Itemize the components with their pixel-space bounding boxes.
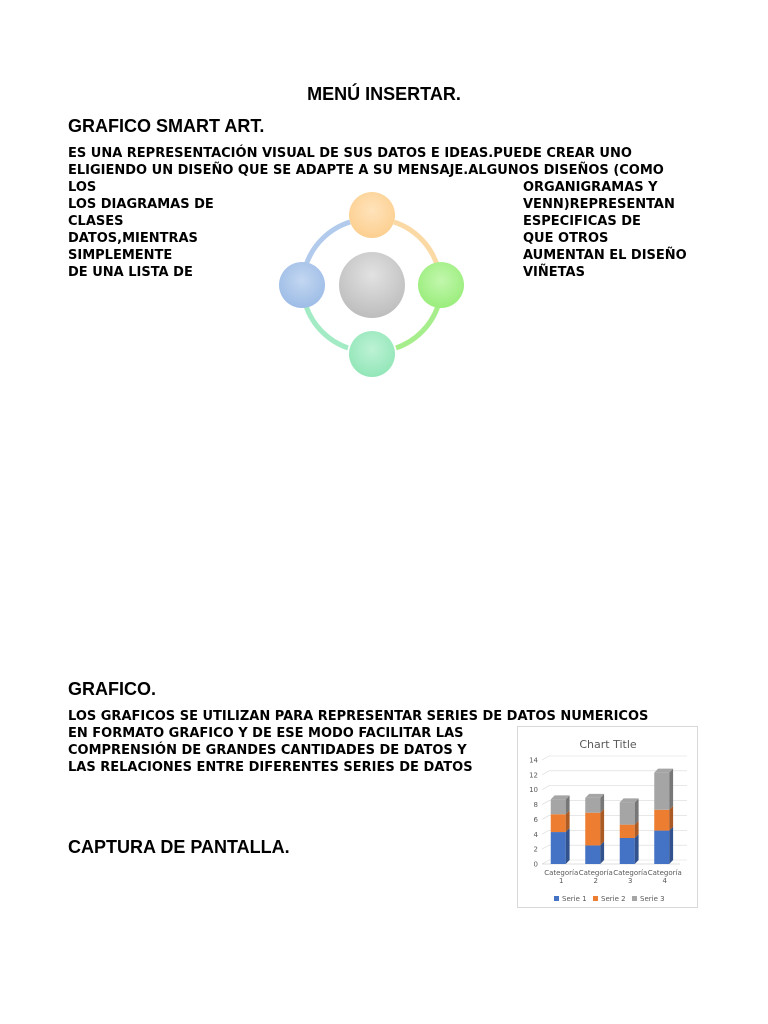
text-line: LAS RELACIONES ENTRE DIFERENTES SERIES DE DATOS: [68, 760, 473, 775]
text-line: ES UNA REPRESENTACIÓN VISUAL DE SUS DATOS E IDEAS.PUEDE CREAR UNO: [68, 146, 632, 161]
bar-segment-side: [635, 798, 639, 824]
text-line: ELIGIENDO UN DISEÑO QUE SE ADAPTE A SU MENSAJE.ALGUNOS DISEÑOS (COMO: [68, 163, 664, 178]
bar-segment-side: [566, 828, 570, 864]
legend-label: Serie 3: [640, 895, 665, 903]
x-tick-label: 2: [593, 877, 598, 885]
text-line: LOS: [68, 180, 97, 195]
legend-label: Serie 2: [601, 895, 626, 903]
bar-segment: [620, 802, 635, 824]
chart-title: Chart Title: [579, 738, 637, 751]
cycle-node-center[interactable]: [339, 252, 405, 318]
bar-segment: [585, 798, 600, 813]
cycle-arc: [306, 306, 348, 348]
bar-segment-side: [600, 809, 604, 846]
cycle-node-bottom[interactable]: [349, 331, 395, 377]
smartart-right-column: [523, 179, 687, 281]
text-line: SIMPLEMENTE: [68, 248, 173, 263]
legend-swatch: [593, 896, 598, 901]
bar-segment: [585, 813, 600, 846]
stacked-bar-chart: [518, 727, 697, 907]
text-line: EN FORMATO GRAFICO Y DE ESE MODO FACILITAR LAS: [68, 726, 464, 741]
cycle-node-top[interactable]: [349, 192, 395, 238]
text-line: LOS DIAGRAMAS DE: [68, 197, 214, 212]
bar-segment: [654, 831, 669, 864]
bar-segment: [551, 814, 566, 832]
cycle-arc: [396, 306, 438, 348]
gridline: [542, 756, 687, 760]
chart-frame[interactable]: [517, 726, 698, 908]
smartart-intro-paragraph: [68, 145, 664, 179]
text-line: QUE OTROS: [523, 231, 609, 246]
y-tick-label: 12: [529, 771, 538, 780]
bar-segment-side: [635, 834, 639, 864]
x-tick-label: 3: [628, 877, 633, 885]
y-tick-label: 4: [533, 830, 538, 839]
x-tick-label: Categoría: [578, 869, 613, 877]
bar-segment-side: [669, 827, 673, 864]
bar-segment: [654, 810, 669, 831]
smartart-heading: GRAFICO SMART ART.: [68, 116, 265, 136]
x-tick-label: Categoría: [544, 869, 579, 877]
text-line: DE UNA LISTA DE: [68, 265, 193, 280]
x-tick-label: 4: [662, 877, 667, 885]
bar-segment: [551, 799, 566, 814]
smartart-cycle-graphic[interactable]: [270, 185, 474, 385]
page-title: MENÚ INSERTAR.: [307, 84, 461, 104]
text-line: ESPECIFICAS DE: [523, 214, 641, 229]
legend-label: Serie 1: [562, 895, 587, 903]
bar-segment: [620, 838, 635, 864]
y-tick-label: 6: [533, 815, 538, 824]
legend-swatch: [554, 896, 559, 901]
cycle-arc: [394, 222, 438, 268]
captura-heading: CAPTURA DE PANTALLA.: [68, 837, 290, 857]
bar-segment-side: [669, 806, 673, 831]
text-line: LOS GRAFICOS SE UTILIZAN PARA REPRESENTAR SERIES DE DATOS NUMERICOS: [68, 709, 649, 724]
cycle-arc: [306, 222, 350, 265]
text-line: ORGANIGRAMAS Y: [523, 180, 658, 195]
bar-segment: [620, 825, 635, 838]
y-tick-label: 0: [533, 860, 538, 869]
text-line: COMPRENSIÓN DE GRANDES CANTIDADES DE DATOS Y: [68, 743, 467, 758]
text-line: VIÑETAS: [523, 265, 585, 280]
grafico-heading: GRAFICO.: [68, 679, 156, 699]
text-line: AUMENTAN EL DISEÑO: [523, 248, 687, 263]
cycle-node-right[interactable]: [418, 262, 464, 308]
bar-segment: [585, 845, 600, 864]
smartart-left-column: [68, 179, 214, 281]
bar-segment-side: [669, 769, 673, 810]
x-tick-label: 1: [559, 877, 564, 885]
y-tick-label: 2: [533, 845, 538, 854]
y-tick-label: 14: [529, 756, 538, 765]
text-line: VENN)REPRESENTAN: [523, 197, 675, 212]
bar-segment: [654, 773, 669, 810]
y-tick-label: 8: [533, 801, 538, 810]
x-tick-label: Categoría: [647, 869, 682, 877]
text-line: DATOS,MIENTRAS: [68, 231, 198, 246]
bar-segment: [551, 832, 566, 864]
text-line: CLASES: [68, 214, 124, 229]
x-tick-label: Categoría: [613, 869, 648, 877]
legend-swatch: [632, 896, 637, 901]
y-tick-label: 10: [529, 786, 538, 795]
cycle-node-left[interactable]: [279, 262, 325, 308]
